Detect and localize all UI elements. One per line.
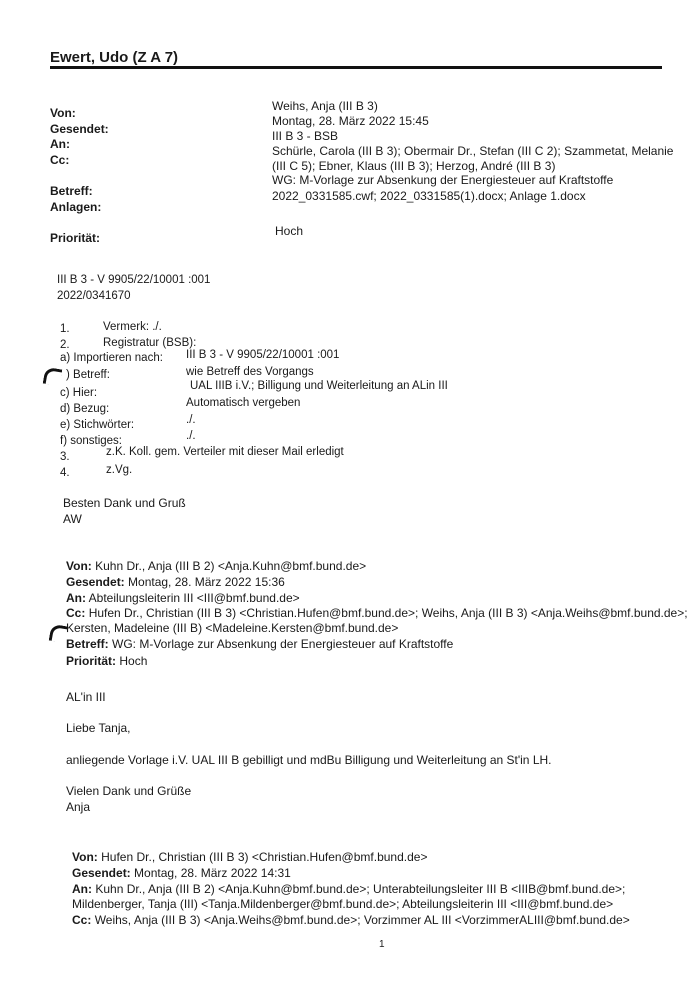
sub-item-value: ./.	[186, 430, 196, 442]
email3-von: Von: Hufen Dr., Christian (III B 3) <Christian.Hufen@bmf.bund.de>	[72, 850, 428, 864]
email2-signature: Anja	[66, 800, 91, 814]
email2-greeting: Liebe Tanja,	[66, 721, 131, 735]
sub-item-value: wie Betreff des Vorgangs	[186, 366, 314, 378]
sub-item-label: f) sonstiges:	[60, 435, 122, 447]
sender-name-header: Ewert, Udo (Z A 7)	[50, 49, 179, 66]
sub-item-label: c) Hier:	[60, 387, 98, 399]
list-number: 2.	[60, 339, 70, 351]
label-von: Von:	[50, 106, 76, 120]
value-gesendet: Montag, 28. März 2022 15:45	[272, 114, 429, 128]
email2-cc-line2: Kersten, Madeleine (III B) <Madeleine.Kersten@bmf.bund.de>	[66, 621, 399, 635]
sub-item-label: d) Bezug:	[60, 403, 110, 415]
sub-item-value: III B 3 - V 9905/22/10001 :001	[186, 349, 340, 361]
list-item: Registratur (BSB):	[103, 337, 197, 349]
sub-item-value: UAL IIIB i.V.; Billigung und Weiterleitung an ALin III	[190, 380, 448, 392]
label-prioritaet: Priorität:	[50, 231, 101, 245]
list-item: z.K. Koll. gem. Verteiler mit dieser Mail erledigt	[106, 446, 344, 458]
reference-number: III B 3 - V 9905/22/10001 :001	[57, 274, 211, 286]
email2-body: anliegende Vorlage i.V. UAL III B gebilligt und mdBu Billigung und Weiterleitung an St'in LH.	[66, 753, 552, 767]
value-cc-line1: Schürle, Carola (III B 3); Obermair Dr., Stefan (III C 2); Szammetat, Melanie	[272, 144, 674, 158]
email2-closing: Vielen Dank und Grüße	[66, 784, 192, 798]
value-betreff: WG: M-Vorlage zur Absenkung der Energiesteuer auf Kraftstoffe	[272, 173, 614, 187]
email2-salutation: AL'in III	[66, 690, 106, 704]
email2-von: Von: Kuhn Dr., Anja (III B 2) <Anja.Kuhn@bmf.bund.de>	[66, 559, 367, 573]
page-number: 1	[379, 939, 385, 950]
sub-item-label: e) Stichwörter:	[60, 419, 135, 431]
list-number: 3.	[60, 451, 70, 463]
label-cc: Cc:	[50, 153, 70, 167]
list-number: 1.	[60, 323, 70, 335]
list-item: z.Vg.	[106, 464, 133, 476]
sub-item-value: Automatisch vergeben	[186, 397, 301, 409]
sub-item-value: ./.	[186, 414, 196, 426]
label-anlagen: Anlagen:	[50, 200, 102, 214]
email3-gesendet: Gesendet: Montag, 28. März 2022 14:31	[72, 866, 291, 880]
email2-gesendet: Gesendet: Montag, 28. März 2022 15:36	[66, 575, 285, 589]
email2-an: An: Abteilungsleiterin III <III@bmf.bund.de>	[66, 591, 300, 605]
label-betreff: Betreff:	[50, 184, 93, 198]
sub-item-label: a) Importieren nach:	[60, 352, 163, 364]
signature-initials: AW	[63, 512, 82, 526]
email2-betreff: Betreff: WG: M-Vorlage zur Absenkung der Energiesteuer auf Kraftstoffe	[66, 637, 454, 651]
sub-item-label: ) Betreff:	[66, 369, 110, 381]
label-an: An:	[50, 137, 70, 151]
email2-cc: Cc: Hufen Dr., Christian (III B 3) <Christian.Hufen@bmf.bund.de>; Weihs, Anja (III B 3) <Anja.Weihs@bmf.bund.de>;	[66, 606, 688, 620]
closing-text: Besten Dank und Gruß	[63, 496, 186, 510]
value-an: III B 3 - BSB	[272, 129, 339, 143]
email2-prioritaet: Priorität: Hoch	[66, 654, 148, 668]
header-rule	[50, 66, 662, 69]
label-gesendet: Gesendet:	[50, 122, 109, 136]
value-prioritaet: Hoch	[275, 224, 304, 238]
value-cc-line2: (III C 5); Ebner, Klaus (III B 3); Herzog, André (III B 3)	[272, 159, 556, 173]
value-von: Weihs, Anja (III B 3)	[272, 99, 378, 113]
value-anlagen: 2022_0331585.cwf; 2022_0331585(1).docx; Anlage 1.docx	[272, 189, 586, 203]
list-item: Vermerk: ./.	[103, 321, 162, 333]
scan-mark	[43, 367, 63, 387]
email3-an: An: Kuhn Dr., Anja (III B 2) <Anja.Kuhn@bmf.bund.de>; Unterabteilungsleiter III B <IIIB@bmf.bund.de>;	[72, 882, 626, 896]
email3-cc: Cc: Weihs, Anja (III B 3) <Anja.Weihs@bmf.bund.de>; Vorzimmer AL III <VorzimmerALIII@bmf.bund.de>	[72, 913, 630, 927]
list-number: 4.	[60, 467, 70, 479]
reference-number: 2022/0341670	[57, 290, 131, 302]
email3-an-line2: Mildenberger, Tanja (III) <Tanja.Mildenberger@bmf.bund.de>; Abteilungsleiterin III <III@bmf.bund.de>	[72, 897, 614, 911]
